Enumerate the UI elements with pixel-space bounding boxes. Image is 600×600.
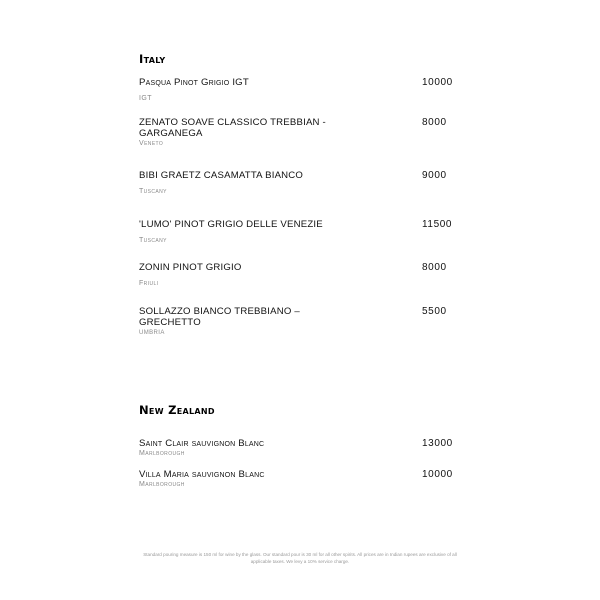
wine-name: ZENATO SOAVE CLASSICO TREBBIAN - GARGANEGA [139, 117, 326, 139]
wine-price: 5500 [422, 306, 447, 317]
wine-price: 8000 [422, 117, 447, 128]
section-title-new-zealand: New Zealand [139, 403, 215, 417]
wine-item [139, 170, 469, 197]
wine-region: Friuli [139, 280, 159, 287]
wine-region: IGT [139, 95, 152, 102]
wine-name: 'LUMO' PINOT GRIGIO DELLE VENEZIE [139, 219, 323, 230]
wine-price: 10000 [422, 469, 453, 480]
wine-name: Villa Maria sauvignon Blanc [139, 469, 265, 480]
wine-item [139, 219, 469, 246]
wine-name: SOLLAZZO BIANCO TREBBIANO – GRECHETTO [139, 306, 300, 328]
wine-name: Pasqua Pinot Grigio IGT [139, 77, 249, 88]
wine-name: ZONIN PINOT GRIGIO [139, 262, 242, 273]
wine-region: Marlborough [139, 450, 185, 457]
wine-price: 10000 [422, 77, 453, 88]
wine-region: Marlborough [139, 481, 185, 488]
wine-price: 11500 [422, 219, 453, 230]
wine-item [139, 469, 469, 490]
section-title-italy: Italy [139, 52, 166, 66]
wine-region: Tuscany [139, 237, 167, 244]
wine-price: 8000 [422, 262, 447, 273]
wine-name: BIBI GRAETZ CASAMATTA BIANCO [139, 170, 304, 181]
footer-note: Standard pouring measure is 150 ml for wine by the glass. Our standard pour is 30 ml for all other spirits. All prices are in Indian rupees are exclusive of all applicable taxes. We levy a 10% service charge. [143, 552, 457, 564]
wine-price: 13000 [422, 438, 453, 449]
wine-region: UMBRIA [139, 330, 165, 336]
wine-name: Saint Clair sauvignon Blanc [139, 438, 265, 449]
wine-item [139, 117, 469, 149]
wine-region: Veneto [139, 140, 164, 147]
wine-item [139, 438, 469, 459]
wine-item [139, 77, 469, 104]
wine-region: Tuscany [139, 188, 167, 195]
wine-price: 9000 [422, 170, 447, 181]
wine-item [139, 306, 469, 338]
wine-item [139, 262, 469, 289]
